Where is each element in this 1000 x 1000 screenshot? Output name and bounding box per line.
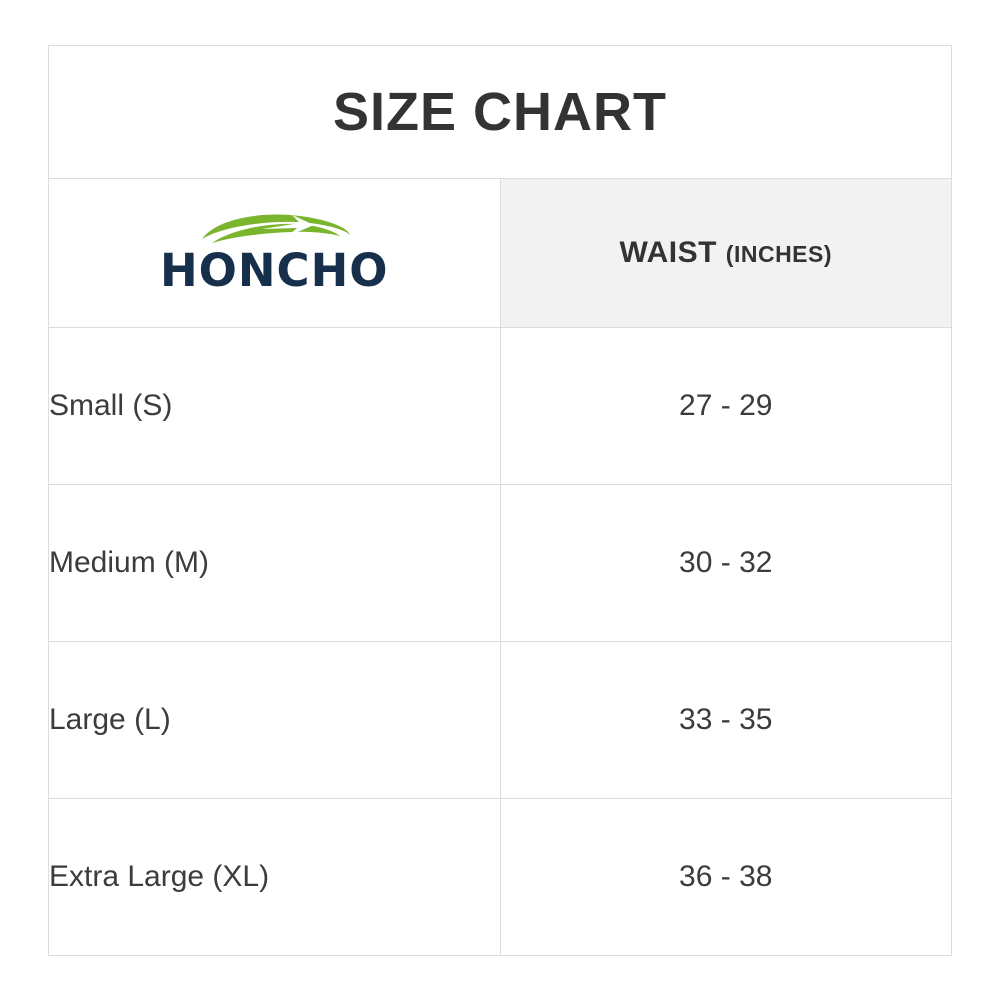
table-row: [49, 327, 952, 484]
size-chart-table: [48, 45, 952, 956]
table-row: [49, 798, 952, 955]
brand-name: HONCHO: [159, 244, 389, 297]
table-row: [49, 641, 952, 798]
page-title: SIZE CHART: [333, 81, 667, 142]
brand-logo-cell: [49, 178, 501, 327]
waist-value-large: 33 - 35: [500, 641, 952, 798]
size-label-small: Small (S): [49, 327, 501, 484]
logo: [138, 212, 410, 297]
title-row: [49, 45, 952, 178]
chart-title-cell: [49, 45, 952, 178]
waist-value-medium: 30 - 32: [500, 484, 952, 641]
column-header-waist: [501, 236, 952, 270]
size-label-large: Large (L): [49, 641, 501, 798]
waist-value-small: 27 - 29: [500, 327, 952, 484]
column-header-waist-unit: (INCHES): [725, 240, 833, 267]
waist-header-cell: [500, 178, 952, 327]
size-label-extra-large: Extra Large (XL): [49, 798, 501, 955]
column-header-waist-label: WAIST: [619, 235, 717, 269]
waist-value-extra-large: 36 - 38: [500, 798, 952, 955]
size-label-medium: Medium (M): [49, 484, 501, 641]
header-row: [49, 178, 952, 327]
table-row: [49, 484, 952, 641]
